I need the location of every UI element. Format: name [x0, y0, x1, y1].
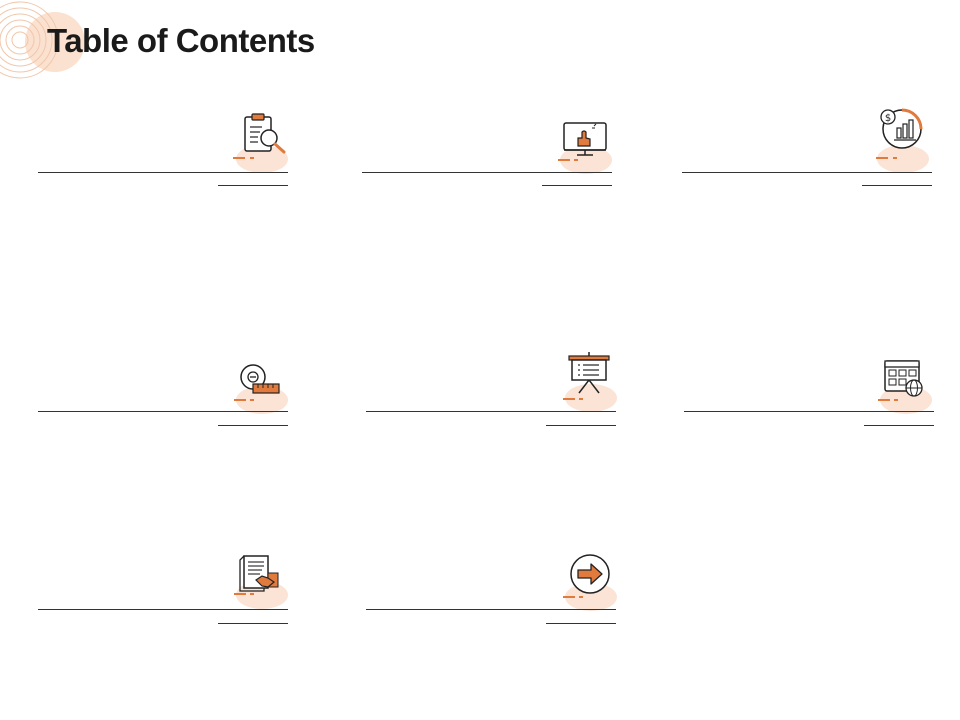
- title-dash: [893, 157, 897, 159]
- page-title: Table of Contents: [47, 22, 315, 59]
- short-divider: [546, 425, 616, 426]
- contract-handshake-icon: [238, 553, 284, 595]
- title-dash: [876, 157, 888, 159]
- divider-line: [366, 609, 616, 610]
- divider-line: [682, 172, 932, 173]
- short-divider: [218, 185, 288, 186]
- svg-text:$: $: [884, 113, 892, 124]
- short-divider: [218, 425, 288, 426]
- short-divider: [862, 185, 932, 186]
- investment-chart-icon: [877, 106, 925, 154]
- monitor-hand-icon: [562, 120, 610, 158]
- divider-line: [684, 411, 934, 412]
- title-dash: [250, 157, 254, 159]
- short-divider: [542, 185, 612, 186]
- title-dash: [234, 593, 246, 595]
- calendar-globe-icon: [882, 357, 926, 401]
- title-dash: [579, 596, 583, 598]
- short-divider: [546, 623, 616, 624]
- clipboard-search-icon: [240, 113, 290, 157]
- short-divider: [218, 623, 288, 624]
- title-dash: [558, 159, 570, 161]
- divider-line: [38, 411, 288, 412]
- short-divider: [864, 425, 934, 426]
- divider-line: [38, 609, 288, 610]
- arrow-circle-icon: [568, 553, 612, 597]
- title-dash: [250, 399, 254, 401]
- measuring-tape-icon: [238, 362, 284, 400]
- title-dash: [234, 399, 246, 401]
- title-dash: [563, 398, 575, 400]
- title-dash: [894, 399, 898, 401]
- title-dash: [574, 159, 578, 161]
- divider-line: [38, 172, 288, 173]
- title-dash: [579, 398, 583, 400]
- title-dash: [250, 593, 254, 595]
- title-dash: [233, 157, 245, 159]
- divider-line: [366, 411, 616, 412]
- divider-line: [362, 172, 612, 173]
- title-dash: [563, 596, 575, 598]
- presentation-board-icon: [566, 350, 612, 396]
- title-dash: [878, 399, 890, 401]
